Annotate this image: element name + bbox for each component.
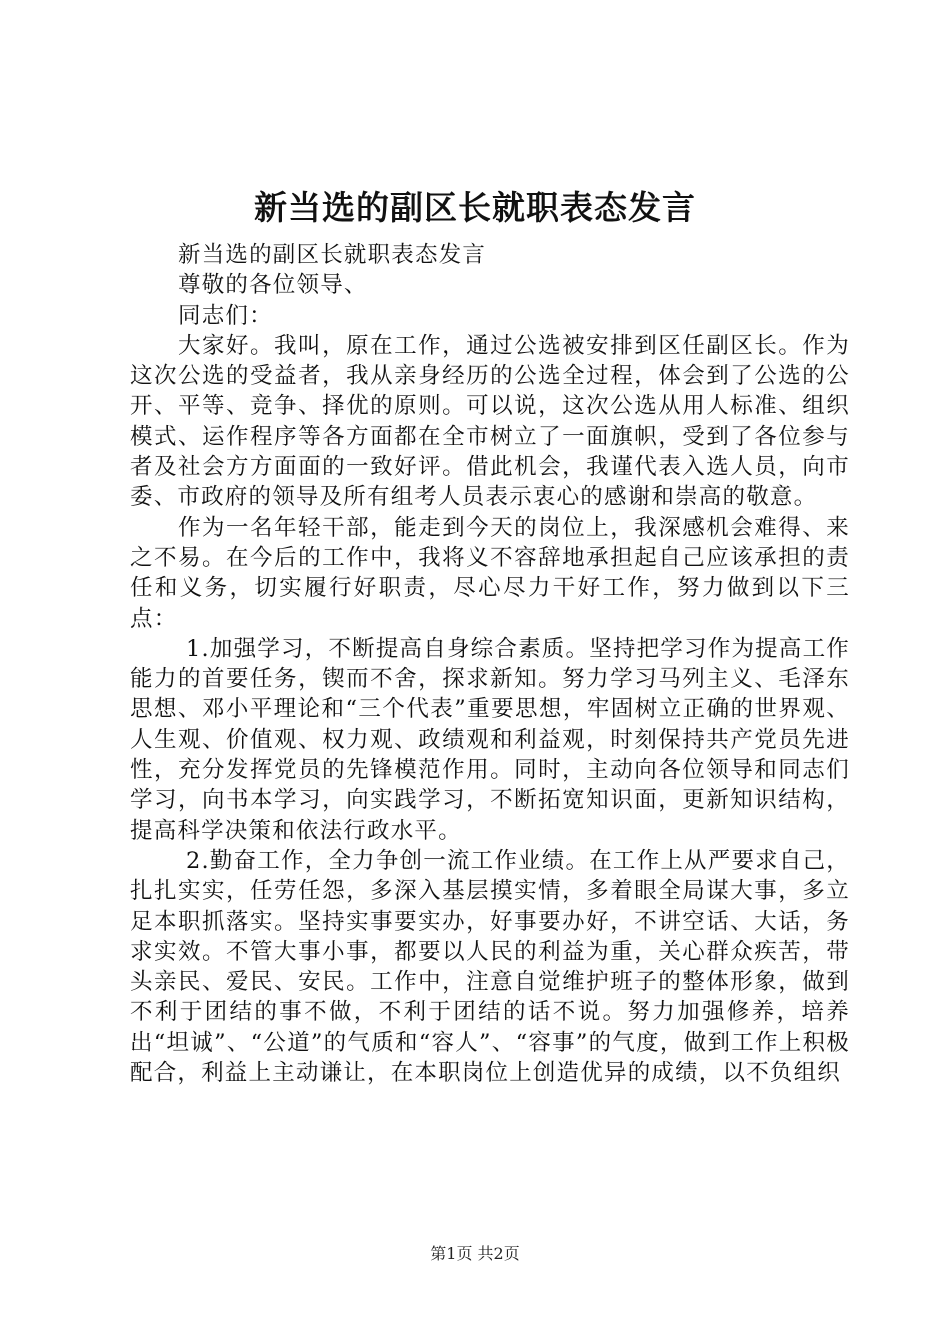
paragraph-commitment: 作为一名年轻干部，能走到今天的岗位上，我深感机会难得、来之不易。在今后的工作中，我将义不容辞地承担起自己应该承担的责任和义务，切实履行好职责，尽心尽力干好工作，努力做到以下三点： bbox=[130, 514, 850, 632]
paragraph-greeting: 大家好。我叫，原在工作，通过公选被安排到区任副区长。作为这次公选的受益者，我从亲身经历的公选全过程，体会到了公选的公开、平等、竞争、择优的原则。可以说，这次公选从用人标准、组织模式、运作程序等各方面都在全市树立了一面旗帜，受到了各位参与者及社会方方面面的一致好评。借此机会，我谨代表入选人员，向市委、市政府的领导及所有组考人员表示衷心的感谢和崇高的敬意。 bbox=[130, 332, 850, 511]
salutation-line-2: 同志们： bbox=[178, 302, 273, 329]
body-heading: 新当选的副区长就职表态发言 bbox=[178, 242, 487, 268]
page-number-footer: 第1页 共2页 bbox=[430, 1244, 520, 1263]
document-body bbox=[130, 240, 850, 1088]
paragraph-point-2: 2.勤奋工作，全力争创一流工作业绩。在工作上从严要求自己，扎扎实实，任劳任怨，多深入基层摸实情，多着眼全局谋大事，多立足本职抓落实。坚持实事要实办，好事要办好，不讲空话、大话，务求实效。不管大事小事，都要以人民的利益为重，关心群众疾苦，带头亲民、爱民、安民。工作中，注意自觉维护班子的整体形象，做到不利于团结的事不做，不利于团结的话不说。努力加强修养，培养出“坦诚”、“公道”的气质和“容人”、“容事”的气度，做到工作上积极配合，利益上主动谦让，在本职岗位上创造优异的成绩，以不负组织 bbox=[130, 847, 850, 1087]
salutation-line-1: 尊敬的各位领导、 bbox=[178, 272, 368, 299]
paragraph-point-1: 1.加强学习，不断提高自身综合素质。坚持把学习作为提高工作能力的首要任务，锲而不舍，探求新知。努力学习马列主义、毛泽东思想、邓小平理论和“三个代表”重要思想，牢固树立正确的世界观、人生观、价值观、权力观、政绩观和利益观，时刻保持共产党员先进性，充分发挥党员的先锋模范作用。同时，主动向各位领导和同志们学习，向书本学习，向实践学习，不断拓宽知识面，更新知识结构，提高科学决策和依法行政水平。 bbox=[130, 635, 850, 844]
document-title: 新当选的副区长就职表态发言 bbox=[254, 188, 696, 227]
